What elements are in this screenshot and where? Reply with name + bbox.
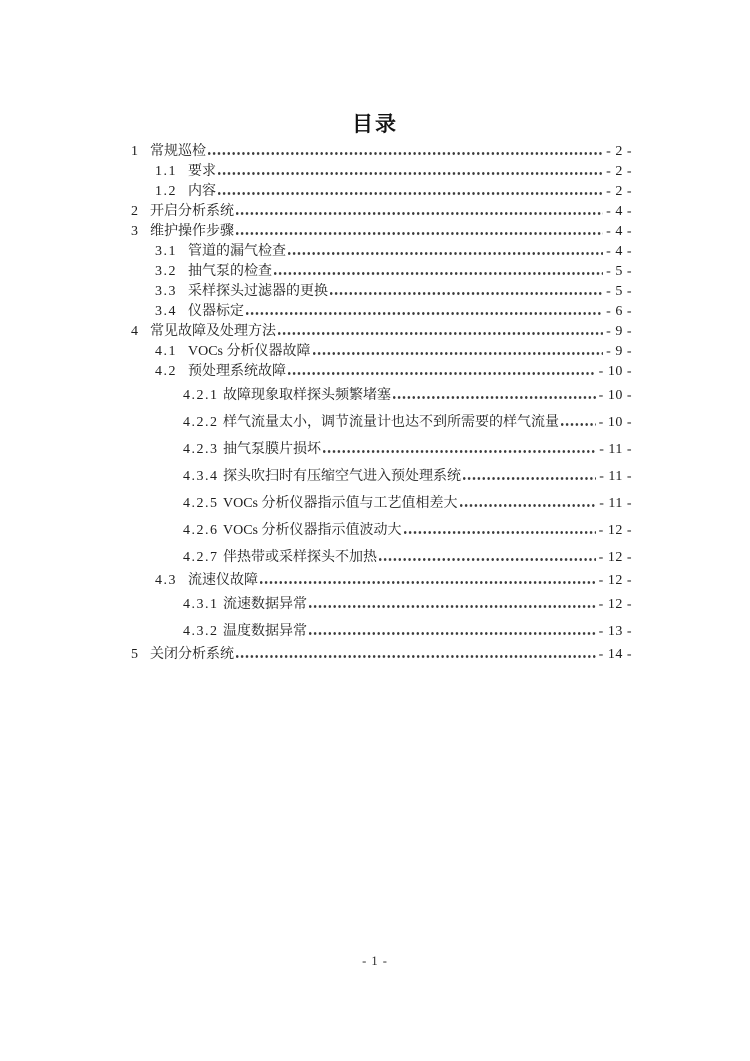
toc-entry-page-number: - 2 -: [606, 164, 632, 179]
toc-entry-number: 3.4: [155, 304, 177, 319]
toc-entry[interactable]: [131, 142, 632, 162]
toc-entry-page-number: - 10 -: [598, 388, 632, 403]
toc-entry-page-number: - 4 -: [606, 204, 632, 219]
dotted-leader: [218, 172, 603, 175]
toc-entry-number: 3: [131, 224, 140, 239]
dotted-leader: [309, 632, 596, 635]
toc-entry-label: 常规巡检: [150, 144, 206, 159]
toc-entry-page-number: - 9 -: [606, 324, 632, 339]
dotted-leader: [278, 332, 603, 335]
toc-entry-label: 内容: [188, 184, 216, 199]
toc-entry-label: 预处理系统故障: [188, 364, 286, 379]
toc-entry-number: 4.3.1: [183, 597, 219, 612]
toc-entry-page-number: - 12 -: [598, 573, 632, 588]
toc-entry[interactable]: [131, 571, 632, 591]
dotted-leader: [313, 352, 604, 355]
toc-entry[interactable]: [131, 262, 632, 282]
toc-entry-number: 4: [131, 324, 140, 339]
toc-entry-page-number: - 11 -: [599, 496, 632, 511]
dotted-leader: [236, 655, 596, 658]
toc-entry-label: 关闭分析系统: [150, 647, 234, 662]
toc-entry[interactable]: [131, 645, 632, 665]
toc-entry-label: 采样探头过滤器的更换: [188, 284, 328, 299]
toc-entry-number: 3.2: [155, 264, 177, 279]
dotted-leader: [460, 504, 597, 507]
toc-entry-label: 伴热带或采样探头不加热: [223, 550, 377, 565]
toc-entry[interactable]: [131, 222, 632, 242]
toc-entry-page-number: - 5 -: [606, 284, 632, 299]
toc-entry-number: 4.2.1: [183, 388, 219, 403]
toc-entry-number: 3.3: [155, 284, 177, 299]
toc-entry-number: 3.1: [155, 244, 177, 259]
toc-entry-number: 5: [131, 647, 140, 662]
dotted-leader: [463, 477, 596, 480]
toc-entry-label: 流速仪故障: [188, 573, 258, 588]
toc-entry-page-number: - 5 -: [606, 264, 632, 279]
dotted-leader: [218, 192, 603, 195]
toc-entry-number: 4.2.3: [183, 442, 219, 457]
toc-entry-number: 4.2: [155, 364, 177, 379]
toc-entry-page-number: - 6 -: [606, 304, 632, 319]
toc-entry-label: 故障现象取样探头频繁堵塞: [223, 388, 391, 403]
toc-entry-page-number: - 13 -: [598, 624, 632, 639]
dotted-leader: [309, 605, 596, 608]
dotted-leader: [274, 272, 603, 275]
dotted-leader: [404, 531, 596, 534]
toc-entry-label: VOCs 分析仪器指示值与工艺值相差大: [223, 496, 458, 511]
dotted-leader: [323, 450, 596, 453]
dotted-leader: [288, 252, 603, 255]
toc-entry-label: 管道的漏气检查: [188, 244, 286, 259]
toc-entry-number: 4.1: [155, 344, 177, 359]
toc-entry-label: VOCs 分析仪器指示值波动大: [223, 523, 402, 538]
toc-entry-page-number: - 11 -: [599, 469, 632, 484]
toc-entry[interactable]: [131, 591, 632, 618]
dotted-leader: [330, 292, 603, 295]
toc-entry-label: 抽气泵的检查: [188, 264, 272, 279]
toc-entry-label: 常见故障及处理方法: [150, 324, 276, 339]
toc-entry-page-number: - 10 -: [598, 415, 632, 430]
dotted-leader: [236, 212, 603, 215]
toc-entry-label: 抽气泵膜片损坏: [223, 442, 321, 457]
dotted-leader: [288, 372, 596, 375]
toc-entry-label: 维护操作步骤: [150, 224, 234, 239]
toc-entry-number: 4.3.4: [183, 469, 219, 484]
toc-entry-label: 开启分析系统: [150, 204, 234, 219]
toc-entry-page-number: - 12 -: [598, 523, 632, 538]
toc-entry-number: 4.2.2: [183, 415, 219, 430]
toc-entry-page-number: - 10 -: [598, 364, 632, 379]
dotted-leader: [260, 581, 596, 584]
toc-entry[interactable]: [131, 517, 632, 544]
toc-entry-page-number: - 9 -: [606, 344, 632, 359]
toc-entry-label: 仪器标定: [188, 304, 244, 319]
toc-entry[interactable]: [131, 322, 632, 342]
toc-entry[interactable]: [131, 382, 632, 409]
page-number-footer: - 1 -: [362, 954, 388, 968]
toc-entry-page-number: - 4 -: [606, 224, 632, 239]
toc-entry[interactable]: [131, 202, 632, 222]
toc-entry[interactable]: [131, 242, 632, 262]
toc-entry-page-number: - 2 -: [606, 184, 632, 199]
toc-list: [131, 142, 632, 665]
dotted-leader: [236, 232, 603, 235]
toc-entry[interactable]: [131, 162, 632, 182]
toc-entry-page-number: - 12 -: [598, 550, 632, 565]
dotted-leader: [208, 152, 603, 155]
toc-entry-page-number: - 11 -: [599, 442, 632, 457]
toc-entry-number: 4.2.7: [183, 550, 219, 565]
dotted-leader: [379, 558, 596, 561]
toc-entry-number: 4.2.6: [183, 523, 219, 538]
toc-entry[interactable]: [131, 282, 632, 302]
toc-entry-page-number: - 14 -: [598, 647, 632, 662]
dotted-leader: [246, 312, 603, 315]
toc-entry-number: 4.2.5: [183, 496, 219, 511]
toc-entry-number: 1.1: [155, 164, 177, 179]
toc-entry[interactable]: [131, 490, 632, 517]
toc-entry-label: 温度数据异常: [223, 624, 307, 639]
toc-entry[interactable]: [131, 544, 632, 571]
toc-entry-number: 1: [131, 144, 140, 159]
dotted-leader: [561, 423, 596, 426]
toc-entry-number: 4.3: [155, 573, 177, 588]
toc-entry-page-number: - 4 -: [606, 244, 632, 259]
toc-entry[interactable]: [131, 182, 632, 202]
dotted-leader: [393, 396, 596, 399]
toc-entry-label: 要求: [188, 164, 216, 179]
toc-entry[interactable]: [131, 409, 632, 436]
toc-entry-number: 2: [131, 204, 140, 219]
page-title: 目录: [352, 112, 398, 136]
toc-entry-label: 样气流量太小，调节流量计也达不到所需要的样气流量: [223, 415, 559, 430]
toc-entry-page-number: - 12 -: [598, 597, 632, 612]
toc-entry[interactable]: [131, 342, 632, 362]
toc-entry[interactable]: [131, 463, 632, 490]
toc-entry-number: 4.3.2: [183, 624, 219, 639]
toc-entry[interactable]: [131, 618, 632, 645]
toc-entry-page-number: - 2 -: [606, 144, 632, 159]
toc-entry-number: 1.2: [155, 184, 177, 199]
toc-entry-label: 探头吹扫时有压缩空气进入预处理系统: [223, 469, 461, 484]
toc-entry[interactable]: [131, 362, 632, 382]
toc-entry[interactable]: [131, 436, 632, 463]
toc-entry[interactable]: [131, 302, 632, 322]
toc-entry-label: 流速数据异常: [223, 597, 307, 612]
toc-entry-label: VOCs 分析仪器故障: [188, 344, 311, 359]
